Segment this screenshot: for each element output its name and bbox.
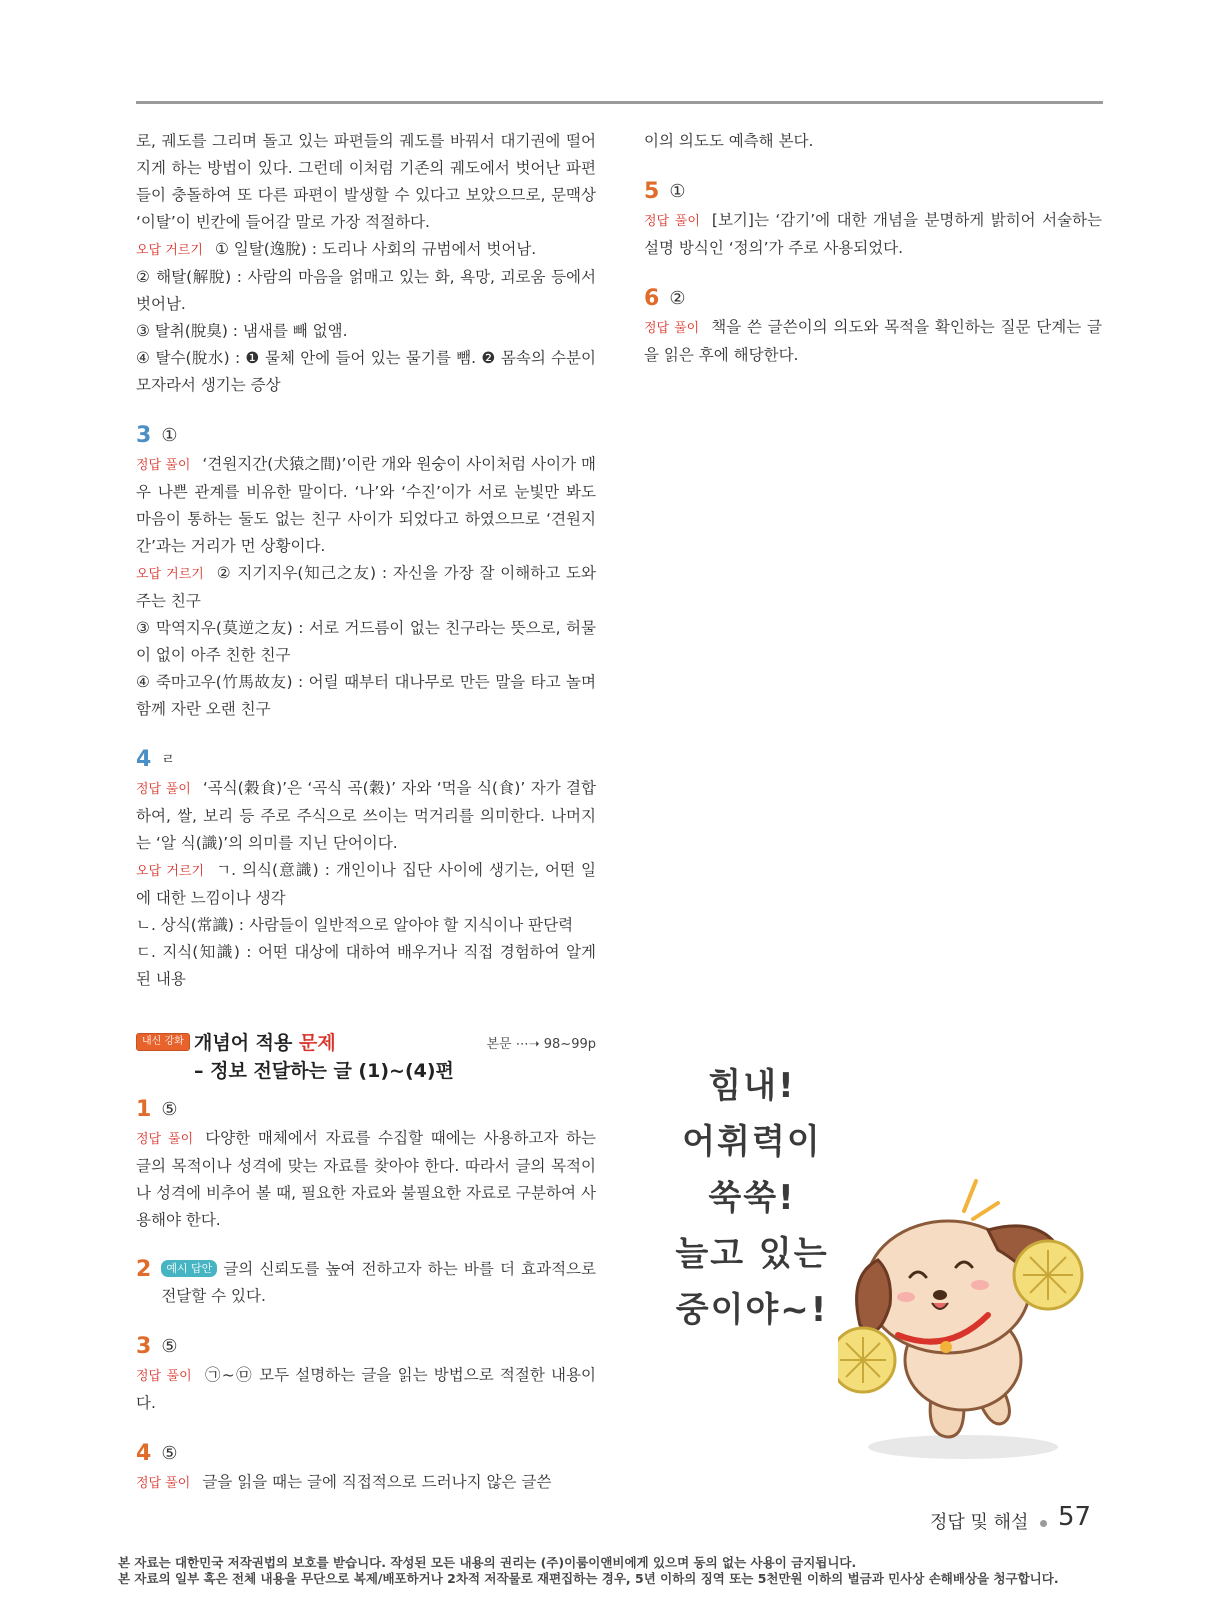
question-answer: ⑤ [161, 1336, 178, 1357]
question-answer: ⑤ [161, 1099, 178, 1120]
solution-tag: 정답 풀이 [136, 1132, 194, 1147]
question-answer: ⑤ [161, 1443, 178, 1464]
right-intro: 이의 의도도 예측해 본다. [644, 132, 814, 150]
intro-wrong-4: ④ 탈수(脫水) : ❶ 물체 안에 들어 있는 물기를 뺌. ❷ 몸속의 수분이 모자라서 생기는 증상 [136, 349, 596, 394]
wrong-line: ㄴ. 상식(常識) : 사람들이 일반적으로 알아야 할 지식이나 판단력 [136, 916, 574, 934]
section-question-3 [136, 1332, 596, 1417]
question-answer: ㄹ [161, 752, 175, 768]
pompom-icon [838, 1328, 895, 1392]
section-question-4 [136, 1439, 596, 1497]
solution-tag: 정답 풀이 [136, 1476, 191, 1491]
wrong-line: 오답 거르기 ㄱ. 의식(意識) : 개인이나 집단 사이에 생기는, 어떤 일에 대한 느낌이나 생각 [136, 861, 596, 907]
question-3 [136, 421, 596, 723]
example-answer: 예시 답안 글의 신뢰도를 높여 전하고자 하는 바를 더 효과적으로 전달할 수 있다. [161, 1260, 596, 1305]
section-page-ref: 본문 ⋯➝ 98~99p [486, 1037, 596, 1052]
right-column [644, 128, 1102, 369]
question-number: 4 [136, 747, 152, 772]
solution-tag: 정답 풀이 [136, 1369, 192, 1384]
question-answer: ② [669, 288, 686, 309]
solution-text: 정답 풀이 ㉠~㉤ 모두 설명하는 글을 읽는 방법으로 적절한 내용이다. [136, 1366, 596, 1412]
question-header [644, 177, 1102, 207]
intro-text: 로, 궤도를 그리며 돌고 있는 파편들의 궤도를 바꿔서 대기권에 떨어지게 하는 방법이 있다. 그런데 이처럼 기존의 궤도에서 벗어난 파편들이 충돌하여 또 다른 파편이 발생할 수 있다고 보았으므로, 문맥상 ‘이탈’이 빈칸에 들어갈 말로 가장 적절하다. [136, 132, 596, 231]
copyright-line-2: 본 자료의 일부 혹은 전체 내용을 무단으로 복제/배포하거나 2차적 저작물로 재편집하는 경우, 5년 이하의 징역 또는 5천만원 이하의 벌금과 민사상 손해배상을 청구합니다. [118, 1571, 1059, 1586]
question-header [644, 284, 1102, 314]
solution-text: 정답 풀이 [보기]는 ‘감기’에 대한 개념을 분명하게 밝히어 서술하는 설명 방식인 ‘정의’가 주로 사용되었다. [644, 211, 1102, 257]
question-header [136, 421, 596, 451]
question-4 [136, 745, 596, 993]
question-row [136, 1256, 596, 1310]
question-header [136, 745, 596, 775]
question-answer: ① [669, 181, 686, 202]
section-title: 개념어 적용 문제 [194, 1032, 336, 1054]
cheer-text: 힘내! 어휘력이 쑥쑥! 늘고 있는 중이야~! [675, 1066, 829, 1330]
question-number: 6 [644, 286, 660, 311]
solution-tag: 정답 풀이 [136, 458, 191, 473]
wrong-tag: 오답 거르기 [136, 243, 203, 258]
question-header [136, 1095, 596, 1125]
copyright-line-1: 본 자료는 대한민국 저작권법의 보호를 받습니다. 작성된 모든 내용의 권리는 (주)이룸이앤비에게 있으며 동의 없는 사용이 금지됩니다. [118, 1555, 857, 1570]
wrong-line: ㄷ. 지식(知識) : 어떤 대상에 대하여 배우거나 직접 경험하여 알게 된 내용 [136, 943, 596, 988]
section-header [136, 1029, 596, 1089]
question-header [136, 1439, 596, 1469]
section-question-1 [136, 1095, 596, 1234]
wrong-line: 오답 거르기 ② 지기지우(知己之友) : 자신을 가장 잘 이해하고 도와주는 친구 [136, 564, 596, 610]
wrong-line: ④ 죽마고우(竹馬故友) : 어릴 때부터 대나무로 만든 말을 타고 놀며 함께 자란 오랜 친구 [136, 673, 596, 718]
question-number: 5 [644, 179, 660, 204]
footer-label: 정답 및 해설 [930, 1512, 1029, 1533]
solution-text: 정답 풀이 다양한 매체에서 자료를 수집할 때에는 사용하고자 하는 글의 목적이나 성격에 맞는 자료를 찾아야 한다. 따라서 글의 목적이나 성격에 비추어 볼 때, 필요한 자료와 불필요한 자료로 구분하여 사용해야 한다. [136, 1129, 596, 1229]
solution-tag: 정답 풀이 [644, 321, 700, 336]
top-rule [136, 101, 1103, 104]
question-header [136, 1332, 596, 1362]
wrong-line: ③ 막역지우(莫逆之友) : 서로 거드름이 없는 친구라는 뜻으로, 허물이 없이 아주 친한 친구 [136, 619, 596, 664]
section-badge: 내신 강화 [136, 1033, 190, 1051]
intro-wrong-1: 오답 거르기 ① 일탈(逸脫) : 도리나 사회의 규범에서 벗어남. [136, 240, 537, 258]
solution-tag: 정답 풀이 [644, 214, 700, 229]
wrong-tag: 오답 거르기 [136, 864, 205, 879]
wrong-tag: 오답 거르기 [136, 567, 204, 582]
section-question-2 [136, 1256, 596, 1310]
question-answer: ① [161, 425, 178, 446]
question-6 [644, 284, 1102, 369]
section-subtitle: – 정보 전달하는 글 (1)~(4)편 [194, 1060, 454, 1082]
puppy-mascot-illustration [838, 1175, 1118, 1465]
intro-wrong-3: ③ 탈취(脫臭) : 냄새를 빼 없앰. [136, 322, 348, 340]
solution-text: 정답 풀이 ‘견원지간(犬猿之間)’이란 개와 원숭이 사이처럼 사이가 매우 나쁜 관계를 비유한 말이다. ‘나’와 ‘수진’이가 서로 눈빛만 봐도 마음이 통하는 둘도 없는 친구 사이가 되었다고 하였으므로 ‘견원지간’과는 거리가 먼 상황이다. [136, 455, 596, 555]
left-column [136, 128, 596, 1497]
question-number: 4 [136, 1441, 152, 1466]
question-number: 2 [136, 1257, 152, 1282]
question-number: 3 [136, 1334, 152, 1359]
pompom-icon [1014, 1241, 1082, 1309]
page-number: 57 [1058, 1502, 1092, 1532]
question-number: 3 [136, 423, 152, 448]
solution-text: 정답 풀이 책을 쓴 글쓴이의 의도와 목적을 확인하는 질문 단계는 글을 읽은 후에 해당한다. [644, 318, 1102, 364]
solution-text: 정답 풀이 글을 읽을 때는 글에 직접적으로 드러나지 않은 글쓴 [136, 1473, 552, 1491]
solution-tag: 정답 풀이 [136, 782, 191, 797]
example-tag: 예시 답안 [161, 1260, 217, 1277]
question-number: 1 [136, 1097, 152, 1122]
footer-dot [1040, 1520, 1047, 1527]
intro-block [136, 128, 596, 399]
intro-wrong-2: ② 해탈(解脫) : 사람의 마음을 얽매고 있는 화, 욕망, 괴로움 등에서 벗어남. [136, 268, 596, 313]
question-5 [644, 177, 1102, 262]
section-title-highlight: 문제 [299, 1032, 336, 1054]
solution-text: 정답 풀이 ‘곡식(穀食)’은 ‘곡식 곡(穀)’ 자와 ‘먹을 식(食)’ 자가 결합하여, 쌀, 보리 등 주로 주식으로 쓰이는 먹거리를 의미한다. 나머지는 ‘알 식(識)’의 의미를 지닌 단어이다. [136, 779, 596, 852]
